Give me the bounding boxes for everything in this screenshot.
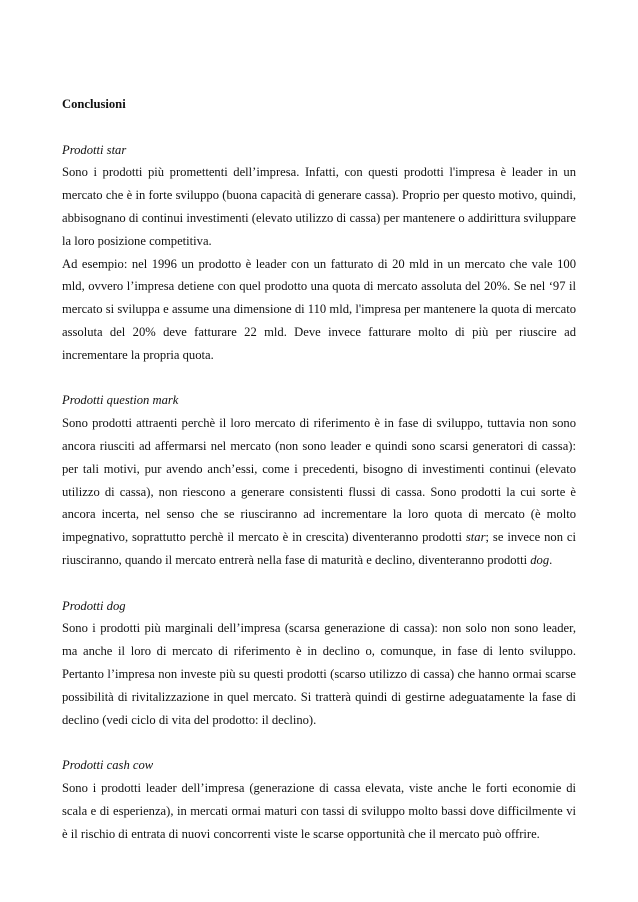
section-prodotti-dog bbox=[62, 595, 576, 732]
section-title: Prodotti question mark bbox=[62, 393, 179, 408]
paragraph-text: . bbox=[549, 552, 553, 567]
section-prodotti-star bbox=[62, 139, 576, 367]
section-title: Prodotti dog bbox=[62, 598, 126, 613]
section-prodotti-question-mark bbox=[62, 389, 576, 571]
section-title: Prodotti cash cow bbox=[62, 758, 154, 773]
emphasis-term: star bbox=[465, 530, 486, 545]
section-prodotti-cash-cow bbox=[62, 754, 576, 845]
paragraph: Sono i prodotti leader dell’impresa (generazione di cassa elevata, viste anche le forti economie di scala e di esperienza), in mercati ormai maturi con tassi di sviluppo molto bassi dove difficilmente vi è il rischio di entrata di nuovi concorrenti viste le scarse opportunità che il mercato può offrire. bbox=[62, 780, 576, 841]
paragraph bbox=[62, 412, 576, 572]
document-heading: Conclusioni bbox=[62, 97, 126, 111]
paragraph: Sono i prodotti più promettenti dell’impresa. Infatti, con questi prodotti l'impresa è leader in un mercato che è in forte sviluppo (buona capacità di generare cassa). Proprio per questo motivo, quindi, abbisognano di continui investimenti (elevato utilizzo di cassa) per mantenere o addirittura sviluppare la loro posizione competitiva. bbox=[62, 165, 576, 248]
paragraph: Ad esempio: nel 1996 un prodotto è leader con un fatturato di 20 mld in un mercato che vale 100 mld, ovvero l’impresa detiene con quel prodotto una quota di mercato assoluta del 20%. Se nel ‘97 il mercato si sviluppa e assume una dimensione di 110 mld, l'impresa per mantenere la quota di mercato assoluta del 20% deve fatturare 22 mld. Deve invece fatturare molto di più per riuscire ad incrementare la propria quota. bbox=[62, 256, 576, 362]
paragraph-text: ; se invece non ci riusciranno, quando il mercato entrerà nella fase di maturità e declino, diventeranno prodotti bbox=[62, 530, 576, 567]
paragraph-text: Sono prodotti attraenti perchè il loro mercato di riferimento è in fase di sviluppo, tuttavia non sono ancora riusciti ad affermarsi nel mercato (non sono leader e quindi sono scarsi generatori di cassa): per tali motivi, pur avendo anch’essi, come i precedenti, bisogno di investimenti continui (elevato utilizzo di cassa), non riescono a generare consistenti flussi di cassa. Sono prodotti la cui sorte è ancora incerta, nel senso che se riusciranno ad incrementare la loro quota di mercato (è molto impegnativo, soprattutto perchè il mercato è in crescita) diventeranno prodotti bbox=[62, 416, 576, 545]
emphasis-term: dog bbox=[530, 552, 550, 567]
document-page bbox=[62, 93, 576, 868]
section-title: Prodotti star bbox=[62, 142, 127, 157]
paragraph: Sono i prodotti più marginali dell’impresa (scarsa generazione di cassa): non solo non sono leader, ma anche il loro di mercato di riferimento è in declino o, comunque, in fase di lento sviluppo. Pertanto l’impresa non investe più su questi prodotti (scarso utilizzo di cassa) che hanno ormai scarse possibilità di rivitalizzazione in quel mercato. Si tratterà quindi di gestirne adeguatamente la fase di declino (vedi ciclo di vita del prodotto: il declino). bbox=[62, 621, 576, 727]
